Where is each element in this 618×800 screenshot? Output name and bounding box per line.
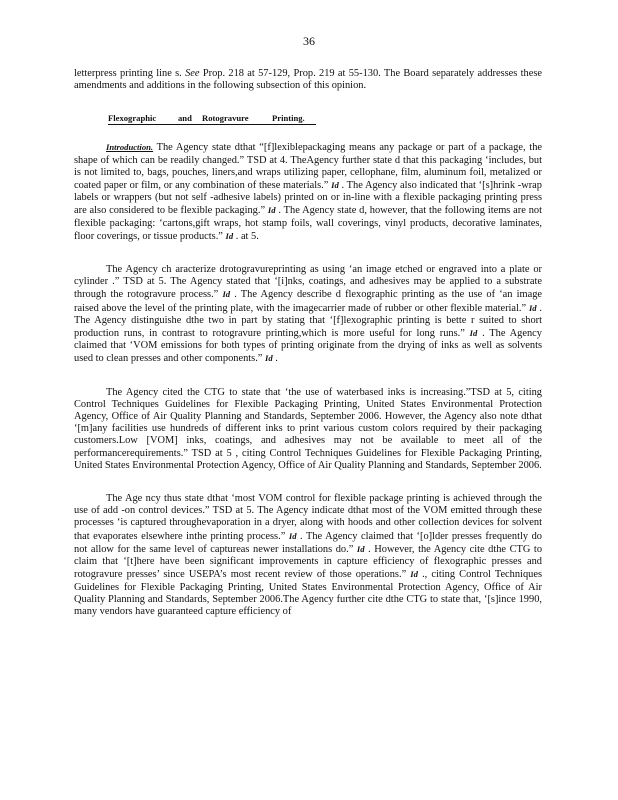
citation-id: Id (331, 180, 339, 191)
text-run: . However, the Agency cite dthe CTG to claim that ‘[t]here have been significant improvements in capture efficiency of flexographic presses and rotogravure presses’ since USEPA’s most recent review of those operations.” (74, 543, 543, 581)
citation-id: Id (469, 328, 478, 339)
citation-id: Id (288, 530, 297, 541)
document-body (74, 68, 542, 639)
text-run: The Agency state dthat “[f]lexiblepackaging means any package or part of a package, the shape of which can be readily changed.” TSD at 4. TheAgency further state d that this packaging ‘includes, but is not limited to, bags, pouches, liners,and wraps utilizing paper, cellophane, film, aluminum foil, metalized or coated paper or film, or any combination of these materials.” (74, 142, 542, 192)
text-run: The Age ncy thus state dthat ‘most VOM control for flexible package printing is achieved through the use of add -on control devices.” TSD at 5. The Agency indicate dthat most of the VOM emitted through these processes ‘is captured throughevaporation in a dryer, along with hoods and other collection devices for solvent that evaporates elsewhere inthe printing process.” (74, 493, 542, 542)
text-run: . The Agency distinguishe dthe two in part by stating that ‘[f]lexographic printing is bette r suited to short production runs, in contrast to rotogravure printing,which is more useful for long runs.” (74, 302, 542, 340)
text-run: letterpress printing line s. (74, 68, 186, 79)
heading-word: Flexographic (108, 113, 157, 124)
text-run: . The Agency claimed that ‘[o]lder presses frequently do not allow for the same level of captureas newer installations do.” (74, 530, 542, 555)
heading-word: Rotogravure (202, 113, 249, 124)
text-run: The Agency ch aracterize drotogravureprinting as using ‘an image etched or engraved into a plate or cylinder .” TSD at 5. The Agency stated that ‘[i]nks, coatings, and adhesives may be applied to a substrate through the rotogravure process.” (74, 264, 542, 301)
citation-id: Id (410, 569, 418, 580)
text-run: . The Agency also indicated that ‘[s]hrink -wrap labels or wrappers (but not self -adhesive labels) printed on or in-line with a flexible packaging printing press are also considered to be flexible packaging.” (74, 180, 542, 217)
paragraph-add-on-control (74, 493, 542, 618)
citation-id: Id (528, 302, 537, 313)
citation-id: Id (265, 353, 273, 364)
citation-id: Id (225, 230, 234, 241)
text-run: . at 5. (233, 230, 259, 242)
run-in-heading: Introduction. (106, 142, 154, 153)
text-run: . The Agency describe d flexographic printing as the use of ‘an image raised above the level of the printing plate, with the imagecarrier made of rubber or other flexible material.” (74, 289, 542, 314)
text-run: . The Agency state d, however, that the following items are not flexible packaging: ‘cartons,gift wraps, hot stamp foils, wall coverings, vinyl products, decorative laminates, floor coverings, or tissue products.” (74, 205, 542, 242)
citation-id: Id (267, 205, 276, 216)
text-run: Prop. 218 at 57-129, Prop. 219 at 55-130. The Board separately addresses these amendments and additions in the following subsection of this opinion. (74, 68, 543, 92)
page-number: 36 (303, 34, 315, 48)
paragraph-ctg-inks (74, 387, 542, 472)
paragraph-printing-types (74, 264, 542, 366)
section-heading (108, 113, 316, 125)
heading-word: Printing. (272, 113, 305, 124)
heading-word: and (178, 113, 192, 124)
paragraph-continuation (74, 68, 542, 92)
paragraph-introduction (74, 141, 542, 243)
citation-signal-see: See (185, 68, 200, 79)
text-run: ., citing Control Techniques Guidelines for Flexible Packaging Printing, United States Environmental Protection Agency, Office of Air Quality Planning and Standards, September 2006.The Agency further cite dthe CTG to state that, ‘[s]ince 1990, many vendors have guaranteed capture efficiency of (74, 569, 542, 617)
citation-id: Id (356, 543, 365, 554)
text-run: The Agency cited the CTG to state that ‘the use of waterbased inks is increasing.”TSD at 5, citing Control Techniques Guidelines for Flexible Packaging Printing, United States Environmental Protection Agency, Office of Air Quality Planning and Standards, September 2006. However, the Agency also note dthat ‘[m]any facilities use hundreds of different inks to print various custom colors required by their packaging customers.Low [VOM] inks, coatings, and adhesives may not be available to meet all of the performancerequirements.” TSD at 5 , citing Control Techniques Guidelines for Flexible Packaging Printing, United States Environmental Protection Agency, Office of Air Quality Planning and Standards, September 2006. (74, 386, 542, 471)
citation-id: Id (222, 289, 231, 300)
text-run: . The Agency claimed that ‘VOM emissions for both types of printing originate from the drying of inks as well as solvents used to clean presses and other components.” (74, 328, 542, 365)
text-run: . (272, 353, 278, 365)
